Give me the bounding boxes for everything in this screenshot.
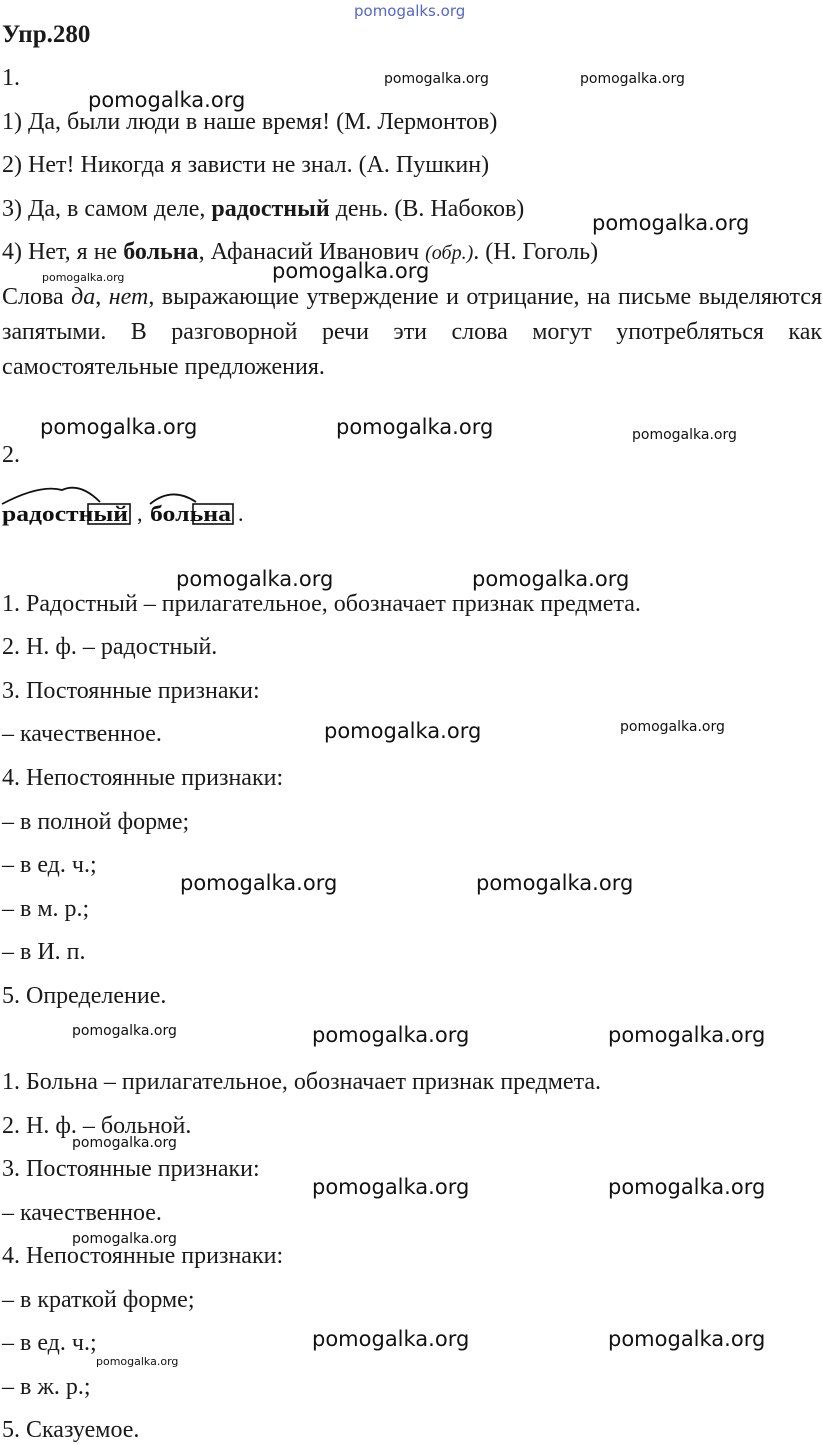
analysis-line: – в м. р.; xyxy=(2,896,90,922)
watermark: pomogalka.org xyxy=(632,427,737,443)
watermark: pomogalka.org xyxy=(40,415,198,439)
analysis-line: – в краткой форме; xyxy=(2,1287,195,1313)
analysis-line: 1. Больна – прилагательное, обозначает признак предмета. xyxy=(2,1069,602,1095)
watermark: pomogalka.org xyxy=(476,871,634,895)
sentence-text: 3) Да, в самом деле, xyxy=(2,196,212,222)
watermark: pomogalka.org xyxy=(608,1023,766,1047)
analysis-line: 4. Непостоянные признаки: xyxy=(2,1243,284,1269)
rule-paragraph xyxy=(2,280,822,385)
analysis-line: 1. Радостный – прилагательное, обозначает признак предмета. xyxy=(2,591,641,617)
watermark: pomogalka.org xyxy=(42,271,125,284)
separator: , xyxy=(137,501,143,526)
analysis-line: 5. Определение. xyxy=(2,983,167,1009)
highlighted-word: больна xyxy=(123,239,199,265)
watermark: pomogalka.org xyxy=(620,719,725,735)
parsed-word: больна xyxy=(150,501,231,526)
sentence-3 xyxy=(2,194,524,224)
analysis-line: – в полной форме; xyxy=(2,809,190,835)
sentence-4 xyxy=(2,237,598,268)
analysis-line: – в ед. ч.; xyxy=(2,1330,97,1356)
watermark: pomogalka.org xyxy=(72,1135,177,1151)
paragraph-term: да xyxy=(71,284,96,310)
watermark: pomogalka.org xyxy=(176,567,334,591)
analysis-line: – в ед. ч.; xyxy=(2,852,97,878)
watermark: pomogalka.org xyxy=(580,71,685,87)
analysis-line: 2. Н. ф. – радостный. xyxy=(2,634,218,660)
watermark: pomogalka.org xyxy=(312,1175,470,1199)
watermark: pomogalka.org xyxy=(180,871,338,895)
exercise-title: Упр.280 xyxy=(2,21,91,48)
paragraph-text: , выражающие утверждение и отрицание, на письме выделяются запятыми. В разговорной речи эти слова могут употребляться как самостоятельные предложения. xyxy=(2,284,822,380)
watermark: pomogalka.org xyxy=(72,1231,177,1247)
analysis-line: 3. Постоянные признаки: xyxy=(2,678,260,704)
sentence-2: 2) Нет! Никогда я зависти не знал. (А. Пушкин) xyxy=(2,152,490,178)
watermark: pomogalka.org xyxy=(472,567,630,591)
watermark: pomogalka.org xyxy=(608,1327,766,1351)
part-number: 2. xyxy=(2,442,20,468)
separator: . xyxy=(238,501,244,526)
part-number: 1. xyxy=(2,65,20,91)
analysis-line: – качественное. xyxy=(2,1200,162,1226)
sentence-1: 1) Да, были люди в наше время! (М. Лермонтов) xyxy=(2,109,498,135)
watermark: pomogalka.org xyxy=(592,211,750,235)
sentence-text: , Афанасий Иванович xyxy=(198,239,426,265)
address-note: (обр.) xyxy=(425,242,474,264)
paragraph-text: , xyxy=(95,284,109,310)
watermark: pomogalka.org xyxy=(608,1175,766,1199)
watermark: pomogalka.org xyxy=(96,1355,179,1368)
parsed-word: радостный xyxy=(2,501,129,526)
watermark: pomogalka.org xyxy=(324,719,482,743)
sentence-text: . (Н. Гоголь) xyxy=(473,239,599,265)
sentence-text: день. (В. Набоков) xyxy=(329,196,525,222)
watermark: pomogalka.org xyxy=(384,71,489,87)
watermark: pomogalka.org xyxy=(312,1327,470,1351)
watermark: pomogalka.org xyxy=(72,1023,177,1039)
analysis-line: – в И. п. xyxy=(2,939,86,965)
analysis-line: 3. Постоянные признаки: xyxy=(2,1156,260,1182)
highlighted-word: радостный xyxy=(211,196,330,222)
paragraph-term: нет xyxy=(108,284,149,310)
sentence-text: 4) Нет, я не xyxy=(2,239,124,265)
paragraph-text: Слова xyxy=(2,284,72,310)
watermark: pomogalka.org xyxy=(312,1023,470,1047)
watermark: pomogalka.org xyxy=(272,259,430,283)
analysis-line: 4. Непостоянные признаки: xyxy=(2,765,284,791)
morpheme-parse xyxy=(0,478,260,528)
analysis-line: 2. Н. ф. – больной. xyxy=(2,1113,192,1139)
analysis-line: – качественное. xyxy=(2,721,162,747)
watermark: pomogalka.org xyxy=(336,415,494,439)
watermark-top: pomogalks.org xyxy=(354,2,466,20)
watermark: pomogalka.org xyxy=(88,88,246,112)
analysis-line: 5. Сказуемое. xyxy=(2,1417,140,1443)
analysis-line: – в ж. р.; xyxy=(2,1374,91,1400)
